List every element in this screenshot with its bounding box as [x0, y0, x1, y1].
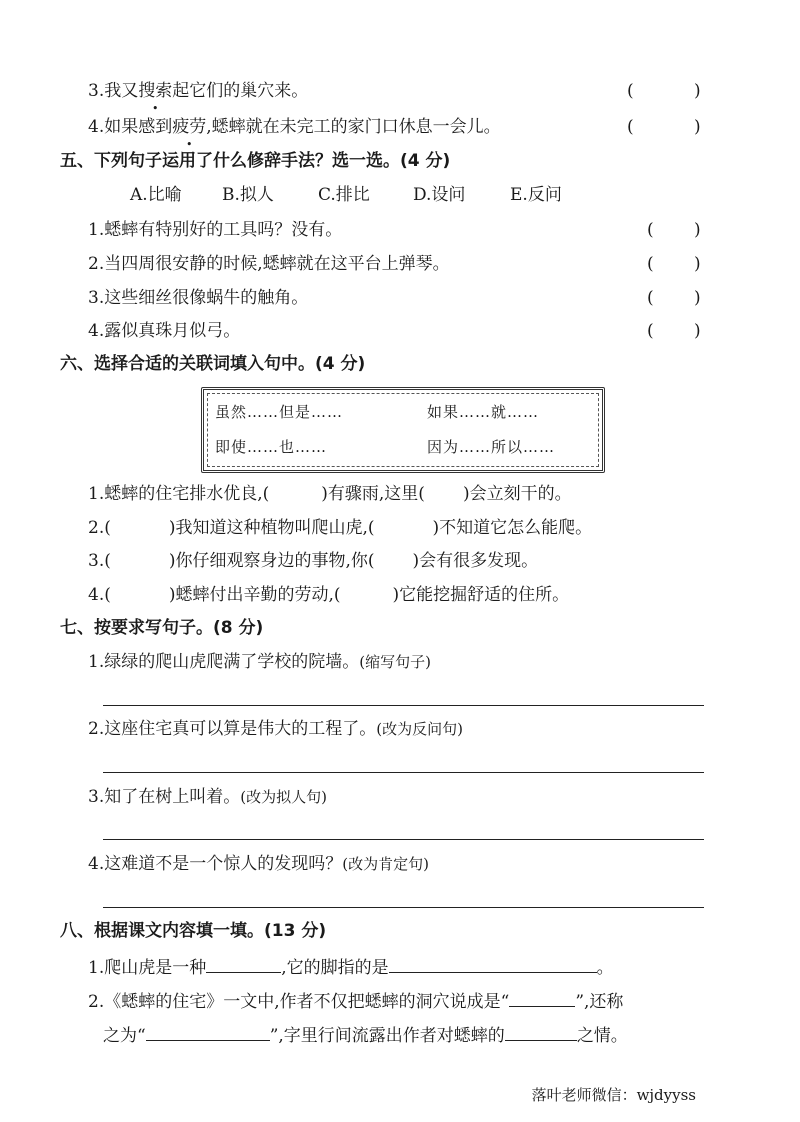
s7-item-2: 2.这座住宅真可以算是伟大的工程了。(改为反问句): [88, 719, 463, 739]
answer-line[interactable]: [103, 772, 704, 773]
dotted-emphasis: 疲劳: [172, 117, 207, 137]
word-option: 虽然……但是……: [215, 403, 344, 421]
fill-blank[interactable]: [505, 1022, 577, 1041]
s5-item-1: 1.蟋蟀有特别好的工具吗？没有。: [88, 220, 343, 240]
s6-item-2: 2.( )我知道这种植物叫爬山虎,( )不知道它怎么能爬。: [88, 518, 593, 538]
s7-item-1: 1.绿绿的爬山虎爬满了学校的院墙。(缩写句子): [88, 652, 431, 672]
answer-paren-open: (: [647, 288, 654, 308]
section8-heading: 八、根据课文内容填一填。(13 分): [60, 921, 327, 941]
answer-line[interactable]: [103, 705, 704, 706]
answer-paren-open: (: [647, 220, 654, 240]
answer-paren-close: ): [694, 81, 701, 101]
option-b: B.拟人: [222, 185, 274, 205]
s7-item-3: 3.知了在树上叫着。(改为拟人句): [88, 787, 327, 807]
section5-heading: 五、下列句子运用了什么修辞手法？选一选。(4 分): [60, 151, 451, 171]
s5-item-2: 2.当四周很安静的时候,蟋蟀就在这平台上弹琴。: [88, 254, 450, 274]
word-option: 因为……所以……: [427, 438, 556, 456]
option-a: A.比喻: [130, 185, 182, 205]
s5-item-3: 3.这些细丝很像蜗牛的触角。: [88, 288, 309, 308]
s5-item-4: 4.露似真珠月似弓。: [88, 321, 241, 341]
word-bank-box: [201, 387, 605, 473]
answer-line[interactable]: [103, 907, 704, 908]
s7-item-4: 4.这难道不是一个惊人的发现吗？(改为肯定句): [88, 854, 429, 874]
answer-line[interactable]: [103, 839, 704, 840]
dotted-emphasis: 搜索: [138, 81, 173, 101]
word-option: 如果……就……: [427, 403, 540, 421]
fill-blank[interactable]: [206, 954, 281, 973]
fill-blank[interactable]: [146, 1022, 270, 1041]
fill-blank[interactable]: [389, 954, 597, 973]
s6-item-3: 3.( )你仔细观察身边的事物,你( )会有很多发现。: [88, 551, 539, 571]
answer-paren-open: (: [627, 117, 634, 137]
answer-paren-open: (: [627, 81, 634, 101]
answer-paren-close: ): [694, 288, 701, 308]
option-c: C.排比: [318, 185, 370, 205]
answer-paren-close: ): [694, 220, 701, 240]
s8-item-2: 2.《蟋蟀的住宅》一文中,作者不仅把蟋蟀的洞穴说成是“ ”,还称: [88, 988, 623, 1013]
word-option: 即使……也……: [215, 438, 328, 456]
footer-contact: 落叶老师微信：wjdyyss: [531, 1086, 696, 1104]
s8-item-1: 1.爬山虎是一种 ,它的脚指的是 。: [88, 954, 614, 979]
s8-item-2-cont: 之为“ ”,字里行间流露出作者对蟋蟀的 之情。: [103, 1022, 628, 1047]
section6-heading: 六、选择合适的关联词填入句中。(4 分): [60, 354, 366, 374]
section7-heading: 七、按要求写句子。(8 分): [60, 618, 264, 638]
s6-item-4: 4.( )蟋蟀付出辛勤的劳动,( )它能挖掘舒适的住所。: [88, 585, 570, 605]
answer-paren-close: ): [694, 117, 701, 137]
answer-paren-open: (: [647, 254, 654, 274]
fill-blank[interactable]: [509, 988, 575, 1007]
s6-item-1: 1.蟋蟀的住宅排水优良,( )有骤雨,这里( )会立刻干的。: [88, 484, 572, 504]
answer-paren-close: ): [694, 254, 701, 274]
s4-item-3: 3.我又搜索起它们的巢穴来。: [88, 81, 309, 101]
answer-paren-open: (: [647, 321, 654, 341]
option-d: D.设问: [413, 185, 466, 205]
s4-item-4: 4.如果感到疲劳,蟋蟀就在未完工的家门口休息一会儿。: [88, 117, 501, 137]
option-e: E.反问: [510, 185, 562, 205]
answer-paren-close: ): [694, 321, 701, 341]
